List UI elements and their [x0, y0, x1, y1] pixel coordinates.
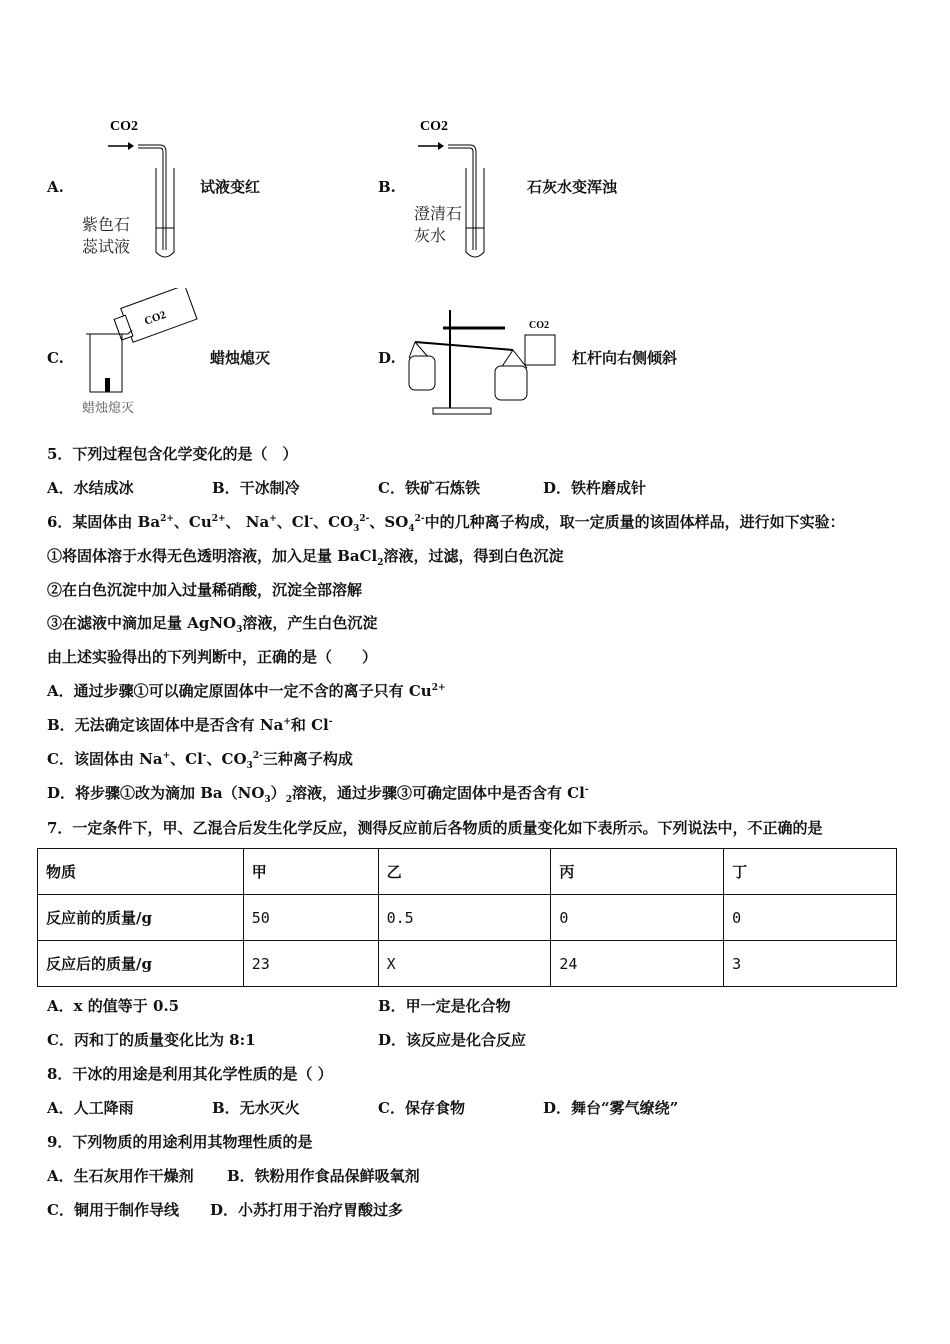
q6-stem — [47, 512, 845, 532]
figure-d-letter: D. — [378, 349, 396, 367]
table-cell: X — [378, 941, 551, 987]
text-segment: ①将固体溶于水得无色透明溶液，加入足量 BaCl — [47, 547, 378, 565]
figure-d-result: 杠杆向右侧倾斜 — [572, 349, 678, 367]
text-segment: ③在滤液中滴加足量 AgNO — [47, 614, 237, 632]
figure-c-gas-label: CO2 — [142, 308, 168, 328]
text-segment: D．将步骤①改为滴加 Ba（NO — [47, 784, 265, 802]
text-segment: 溶液，通过步骤③可确定固体中是否含有 Cl — [291, 784, 585, 802]
q9-stem: 9．下列物质的用途利用其物理性质的是 — [47, 1133, 313, 1151]
text-segment: 、Cu — [173, 513, 212, 531]
table-cell: 0.5 — [378, 895, 551, 941]
figure-a-reagent-line1: 紫色石 — [82, 215, 131, 234]
text-segment: B．无法确定该固体中是否含有 Na — [47, 716, 284, 734]
table-cell: 50 — [243, 895, 378, 941]
text-segment: ②在白色沉淀中加入过量稀硝酸，沉淀全部溶解 — [47, 581, 363, 599]
table-cell: 0 — [724, 895, 897, 941]
figure-a-letter: A. — [47, 178, 64, 196]
q9-option-b: B．铁粉用作食品保鲜吸氧剂 — [227, 1167, 420, 1185]
figure-b-gas-label: CO2 — [420, 119, 448, 134]
text-segment: 溶液，过滤，得到白色沉淀 — [383, 547, 564, 565]
superscript: 2- — [414, 514, 425, 524]
text-segment: ） — [270, 784, 286, 802]
table-header-row — [38, 849, 897, 895]
text-segment: 、Cl — [276, 513, 310, 531]
text-segment: 6．某固体由 Ba — [47, 513, 161, 531]
figure-b-reagent-line1: 澄清石 — [414, 204, 463, 223]
table-cell: 23 — [243, 941, 378, 987]
subscript: 2 — [377, 558, 384, 568]
subscript: 4 — [408, 524, 415, 534]
q6-option-b — [47, 715, 333, 735]
table-cell: 反应后的质量/g — [38, 941, 244, 987]
superscript: + — [162, 751, 171, 761]
figure-d-gas-label: CO2 — [529, 320, 549, 331]
q5-option-b: B．干冰制冷 — [212, 479, 300, 497]
subscript: 2 — [285, 795, 292, 805]
q6-option-d — [47, 783, 589, 803]
figure-c-letter: C. — [47, 349, 64, 367]
superscript: + — [283, 717, 291, 727]
subscript: 3 — [246, 761, 253, 771]
q6-step-2 — [47, 580, 362, 600]
text-segment: 、Cl — [170, 750, 203, 768]
q6-step-3 — [47, 613, 377, 633]
table-header: 丙 — [551, 849, 724, 895]
table-cell: 0 — [551, 895, 724, 941]
q7-stem: 7．一定条件下，甲、乙混合后发生化学反应，测得反应前后各物质的质量变化如下表所示。下列说法中，不正确的是 — [47, 819, 823, 837]
q9-option-d: D．小苏打用于治疗胃酸过多 — [210, 1201, 404, 1219]
superscript: 2- — [252, 751, 263, 761]
superscript: 2- — [359, 514, 370, 524]
superscript: - — [309, 514, 314, 524]
text-segment: 溶液，产生白色沉淀 — [242, 614, 378, 632]
q8-option-a: A．人工降雨 — [47, 1099, 134, 1117]
figure-c-beaker-candle — [78, 288, 198, 398]
q9-option-a: A．生石灰用作干燥剂 — [47, 1167, 194, 1185]
superscript: 2+ — [431, 683, 446, 693]
q6-option-a — [47, 681, 446, 701]
table-header: 乙 — [378, 849, 551, 895]
q8-stem: 8．干冰的用途是利用其化学性质的是（ ） — [47, 1065, 333, 1083]
q7-mass-table — [37, 848, 897, 987]
text-segment: 由上述实验得出的下列判断中，正确的是（ ） — [47, 648, 378, 666]
text-segment: 三种离子构成 — [262, 750, 353, 768]
q5-option-d: D．铁杵磨成针 — [543, 479, 647, 497]
text-segment: 中的几种离子构成，取一定质量的该固体样品，进行如下实验： — [424, 513, 845, 531]
table-row — [38, 895, 897, 941]
text-segment: 、 Na — [225, 513, 270, 531]
figure-d-lever-balance — [405, 310, 565, 420]
superscript: - — [202, 751, 207, 761]
q6-lead — [47, 647, 377, 667]
q5-option-c: C．铁矿石炼铁 — [378, 479, 480, 497]
superscript: - — [584, 785, 589, 795]
text-segment: 、SO — [369, 513, 409, 531]
q7-option-c: C．丙和丁的质量变化比为 8:1 — [47, 1031, 256, 1049]
subscript: 3 — [353, 524, 360, 534]
table-header: 甲 — [243, 849, 378, 895]
text-segment: C．该固体由 Na — [47, 750, 163, 768]
q8-option-d: D．舞台“雾气缭绕” — [543, 1099, 679, 1117]
superscript: + — [269, 514, 277, 524]
figure-a-reagent-line2: 蕊试液 — [82, 237, 131, 256]
q7-option-b: B．甲一定是化合物 — [378, 997, 511, 1015]
superscript: 2+ — [160, 514, 174, 524]
figure-a-result: 试液变红 — [200, 178, 261, 196]
figure-b-result: 石灰水变浑浊 — [527, 178, 618, 196]
q8-option-c: C．保存食物 — [378, 1099, 465, 1117]
table-header: 物质 — [38, 849, 244, 895]
figure-c-result: 蜡烛熄灭 — [210, 349, 271, 367]
q6-step-1 — [47, 546, 564, 566]
table-header: 丁 — [724, 849, 897, 895]
subscript: 3 — [236, 625, 243, 635]
q7-option-a: A．x 的值等于 0.5 — [47, 997, 180, 1015]
q6-option-c — [47, 749, 353, 769]
table-cell: 24 — [551, 941, 724, 987]
superscript: 2+ — [211, 514, 226, 524]
figure-b-reagent-line2: 灰水 — [414, 226, 447, 245]
subscript: 3 — [264, 795, 271, 805]
text-segment: 、CO — [206, 750, 247, 768]
table-cell: 3 — [724, 941, 897, 987]
figure-a-gas-label: CO2 — [110, 119, 138, 134]
q7-option-d: D．该反应是化合反应 — [378, 1031, 527, 1049]
figure-b-letter: B. — [378, 178, 396, 196]
q8-option-b: B．无水灭火 — [212, 1099, 300, 1117]
table-row — [38, 941, 897, 987]
q5-stem: 5．下列过程包含化学变化的是（ ） — [47, 445, 298, 463]
figure-c-caption: 蜡烛熄灭 — [82, 401, 135, 416]
text-segment: 和 Cl — [290, 716, 329, 734]
text-segment: A．通过步骤①可以确定原固体中一定不含的离子只有 Cu — [47, 682, 432, 700]
q5-option-a: A．水结成冰 — [47, 479, 134, 497]
table-cell: 反应前的质量/g — [38, 895, 244, 941]
text-segment: 、CO — [313, 513, 354, 531]
superscript: - — [328, 717, 333, 727]
q9-option-c: C．铜用于制作导线 — [47, 1201, 179, 1219]
